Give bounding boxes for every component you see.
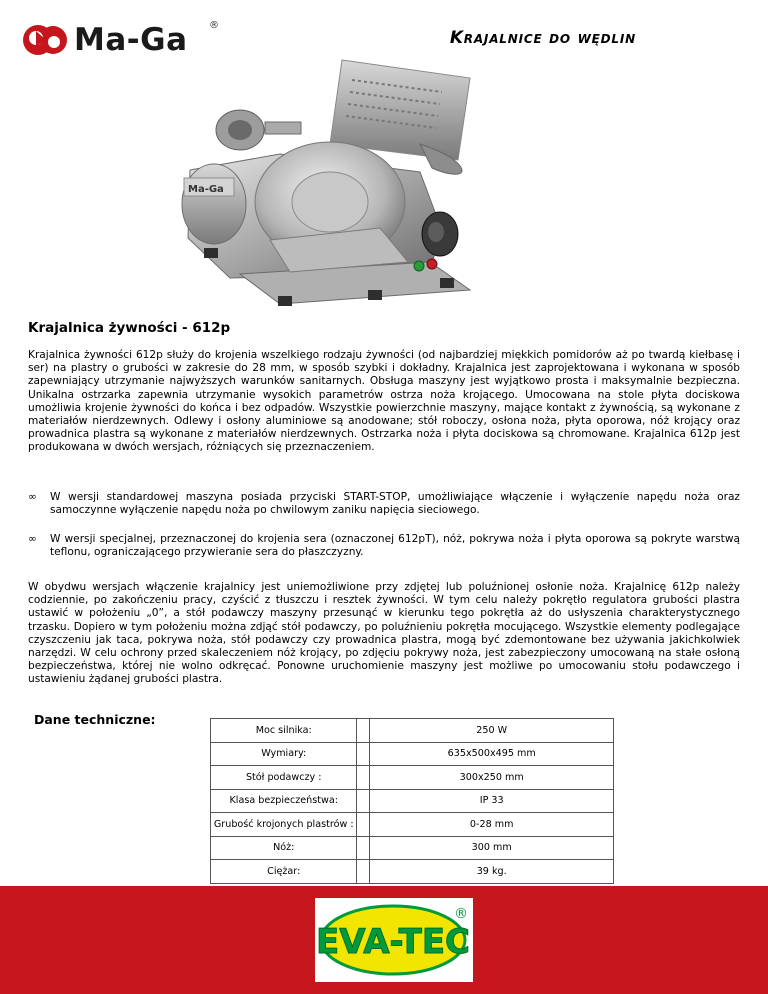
- spec-divider: [357, 742, 370, 766]
- spec-value: 300 mm: [370, 836, 614, 860]
- evatec-logo-text: EVA-TEC: [315, 922, 471, 962]
- spec-heading: Dane techniczne:: [34, 712, 156, 727]
- spec-row: [211, 742, 614, 766]
- spec-value: 250 W: [370, 719, 614, 743]
- bullet-symbol: ∞: [28, 491, 37, 503]
- spec-table: [210, 718, 614, 884]
- spec-label: Wymiary:: [211, 742, 357, 766]
- stop-button-icon: [427, 259, 437, 269]
- evatec-logo: [315, 898, 473, 982]
- spec-divider: [357, 860, 370, 884]
- spec-row: [211, 719, 614, 743]
- spec-label: Ciężar:: [211, 860, 357, 884]
- spec-row: [211, 813, 614, 837]
- safety-cleaning-text: W obydwu wersjach włączenie krajalnicy jest uniemożliwione przy zdjętej lub poluźnionej osłonie noża. Krajalnicę 612p należy codziennie, po zakończeniu pracy, czyścić z tłuszczu i resztek żywności. W tym celu należy pokrętło regulatora grubości plastra ustawić w położeniu „0”, a stół podawczy maszyny przesunąć w kierunku tego pokrętła aż do usłyszenia charakterystycznego trzasku. Dopiero w tym położeniu można zdjąć stół podawczy, po poluźnieniu pokrętła mocującego. Wszystkie elementy podlegające czyszczeniu jak taca, pokrywa noża, stół podawczy czy prowadnica plastra, mogą być zdemontowane bez używania jakichkolwiek narzędzi. W celu ochrony przed skaleczeniem nóż krojący, po zdjęciu pokrywy noża, jest zabezpieczony umocowaną na stałe osłoną bezpieczeństwa, której nie wolno odkręcać. Ponowne uruchomienie maszyny jest możliwe po umocowaniu stołu podawczego i ustawieniu żądanej grubości plastra.: [28, 581, 740, 686]
- bullet-text: W wersji specjalnej, przeznaczonej do krojenia sera (oznaczonej 612pT), nóż, pokrywa noża i płyta oporowa są pokryte warstwą teflonu, ograniczającego przywieranie sera do płaszczyzny.: [50, 533, 740, 559]
- start-button-icon: [414, 261, 424, 271]
- spec-row: [211, 766, 614, 790]
- bullet-standard-version: [28, 491, 740, 519]
- spec-value: 39 kg.: [370, 860, 614, 884]
- spec-row: [211, 860, 614, 884]
- spec-divider: [357, 836, 370, 860]
- slicer-brand-label: Ma-Ga: [188, 184, 224, 195]
- product-description: Krajalnica żywności 612p służy do krojenia wszelkiego rodzaju żywności (od najbardziej miękkich pomidorów aż po twardą kiełbasę i ser) na plastry o grubości w zakresie do 28 mm, w sposób szybki i dokładny. Krajalnica jest zaprojektowana i wykonana w sposób zapewniający utrzymanie najwyższych warunków sanitarnych. Obsługa maszyny jest wyjątkowo prosta i maksymalnie bezpieczna. Unikalna ostrzarka zapewnia utrzymanie wysokich parametrów ostrza noża krojącego. Umocowana na stole płyta dociskowa umożliwia krojenie żywności do końca i bez odpadów. Wszystkie powierzchnie maszyny, mające kontakt z żywnością, są wykonane z materiałów nierdzewnych. Odlewy i osłony aluminiowe są anodowane; stół roboczy, osłona noża, płyta oporowa, nóż krojący oraz prowadnica plastra są wykonane z materiałów nierdzewnych. Ostrzarka noża i płyta dociskowa są chromowane. Krajalnica 612p jest produkowana w dwóch wersjach, różniących się przeznaczeniem.: [28, 349, 740, 454]
- spec-value: IP 33: [370, 789, 614, 813]
- spec-divider: [357, 813, 370, 837]
- spec-divider: [357, 789, 370, 813]
- evatec-logo-icon: [315, 898, 473, 982]
- spec-label: Moc silnika:: [211, 719, 357, 743]
- bullet-symbol: ∞: [28, 533, 37, 545]
- bullet-text: W wersji standardowej maszyna posiada przyciski START-STOP, umożliwiające włączenie i wyłączenie napędu noża oraz samoczynne wyłączenie napędu noża po chwilowym zaniku napięcia sieciowego.: [50, 491, 740, 517]
- spec-value: 635x500x495 mm: [370, 742, 614, 766]
- maga-logo-icon: [22, 22, 68, 58]
- bullet-special-version: [28, 533, 740, 561]
- evatec-registered-mark: ®: [454, 906, 468, 922]
- brand-name: Ma-Ga: [74, 22, 188, 58]
- spec-value: 300x250 mm: [370, 766, 614, 790]
- spec-row: [211, 836, 614, 860]
- spec-label: Klasa bezpieczeństwa:: [211, 789, 357, 813]
- meat-slicer-image: [170, 52, 490, 310]
- spec-row: [211, 789, 614, 813]
- spec-label: Stół podawczy :: [211, 766, 357, 790]
- page-title: Krajalnice do wędlin: [449, 28, 636, 48]
- spec-divider: [357, 766, 370, 790]
- spec-divider: [357, 719, 370, 743]
- brand-registered-mark: ®: [209, 20, 219, 31]
- spec-label: Nóż:: [211, 836, 357, 860]
- spec-value: 0-28 mm: [370, 813, 614, 837]
- product-heading: Krajalnica żywności - 612p: [28, 320, 231, 336]
- spec-label: Grubość krojonych plastrów :: [211, 813, 357, 837]
